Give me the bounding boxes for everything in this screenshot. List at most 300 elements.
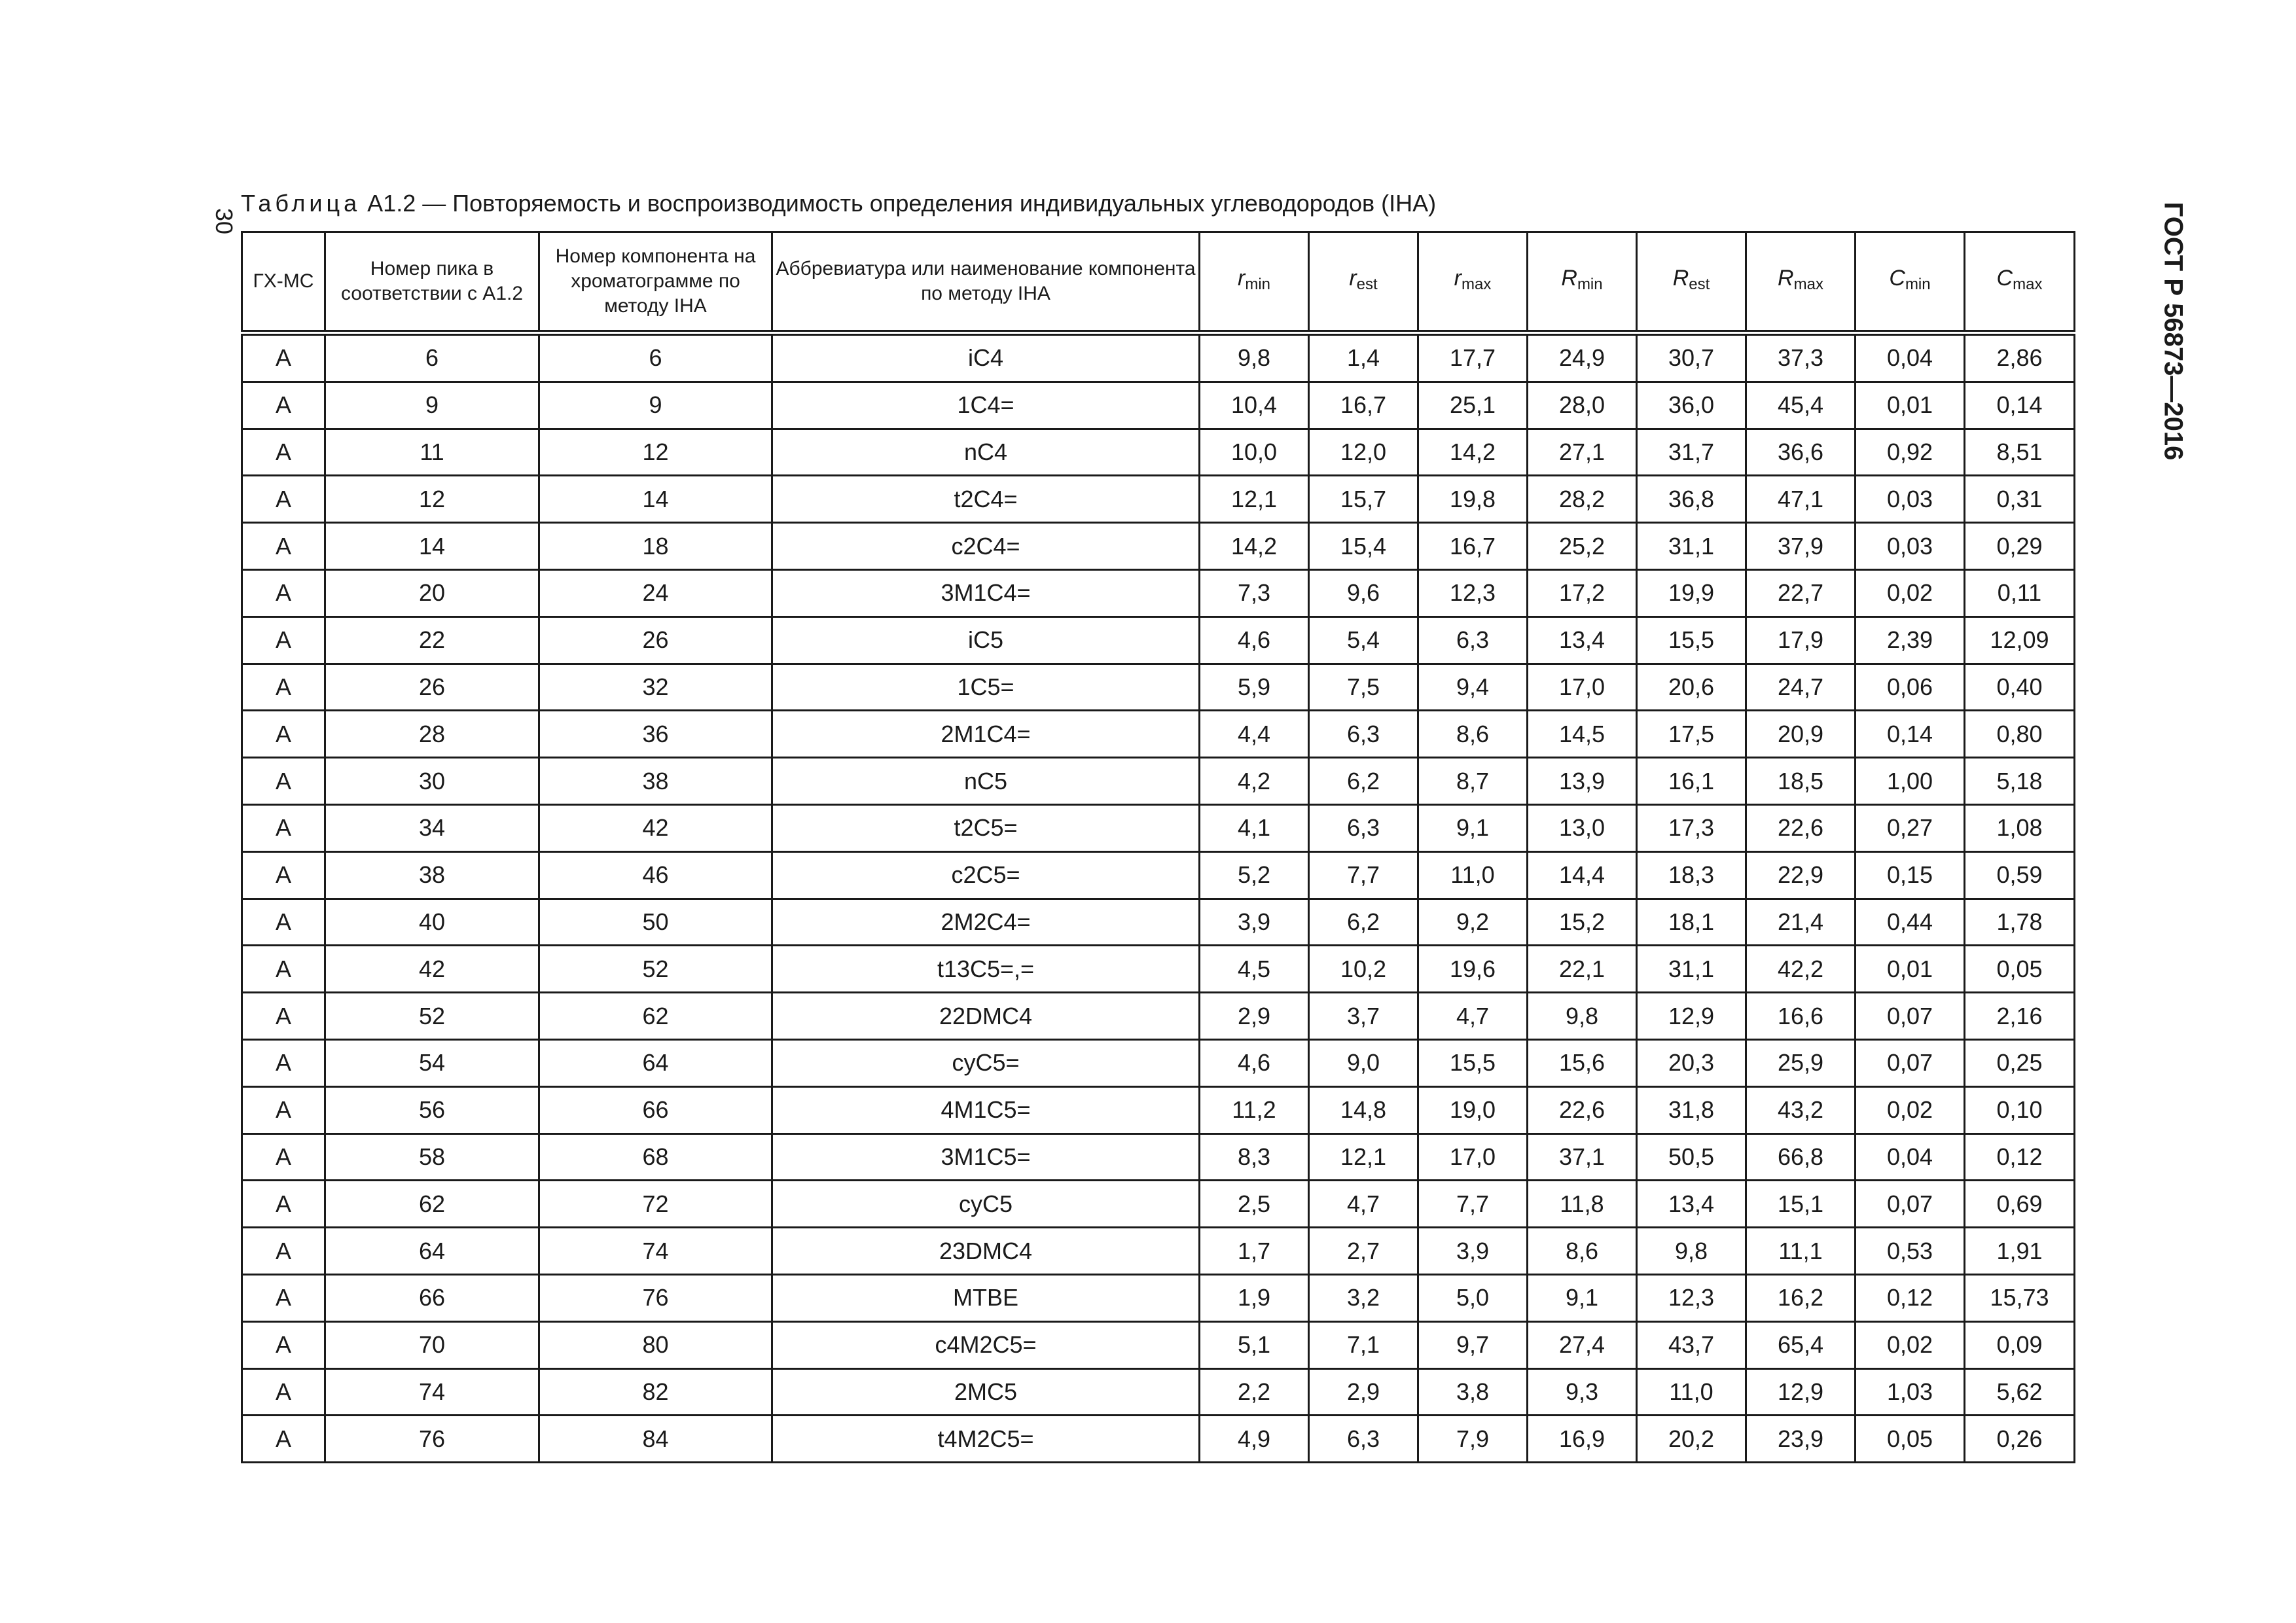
cell-big-r-max: 37,3	[1746, 333, 1856, 382]
cell-c-max: 8,51	[1965, 429, 2075, 476]
header-r-max-subscript: max	[1461, 276, 1492, 293]
cell-big-r-max: 47,1	[1746, 476, 1856, 523]
cell-c-max: 0,09	[1965, 1321, 2075, 1368]
cell-gcms: А	[242, 1133, 325, 1181]
cell-r-est: 7,1	[1309, 1321, 1418, 1368]
cell-peak-number: 62	[325, 1181, 539, 1228]
cell-big-r-est: 20,6	[1637, 664, 1746, 711]
cell-component-number: 52	[539, 946, 772, 993]
table-row	[242, 382, 2075, 429]
cell-r-est: 16,7	[1309, 382, 1418, 429]
cell-big-r-min: 17,2	[1528, 569, 1637, 616]
cell-big-r-est: 17,5	[1637, 711, 1746, 758]
header-c-min	[1856, 232, 1965, 333]
cell-peak-number: 14	[325, 523, 539, 570]
cell-r-min: 11,2	[1200, 1086, 1309, 1133]
header-r-min-subscript: min	[1245, 276, 1270, 293]
cell-abbreviation: 1C5=	[772, 664, 1200, 711]
cell-big-r-min: 17,0	[1528, 664, 1637, 711]
cell-big-r-min: 13,0	[1528, 804, 1637, 851]
cell-component-number: 84	[539, 1416, 772, 1463]
header-r-min	[1200, 232, 1309, 333]
cell-c-max: 0,10	[1965, 1086, 2075, 1133]
cell-r-max: 11,0	[1418, 851, 1528, 899]
cell-peak-number: 52	[325, 993, 539, 1040]
cell-r-est: 10,2	[1309, 946, 1418, 993]
cell-gcms: А	[242, 429, 325, 476]
cell-component-number: 46	[539, 851, 772, 899]
cell-c-min: 0,92	[1856, 429, 1965, 476]
cell-c-max: 1,91	[1965, 1228, 2075, 1275]
cell-abbreviation: cyC5=	[772, 1039, 1200, 1086]
cell-r-min: 4,1	[1200, 804, 1309, 851]
cell-c-max: 5,62	[1965, 1368, 2075, 1416]
cell-r-min: 2,9	[1200, 993, 1309, 1040]
cell-abbreviation: 2M1C4=	[772, 711, 1200, 758]
cell-big-r-est: 11,0	[1637, 1368, 1746, 1416]
table-row	[242, 1274, 2075, 1321]
cell-r-est: 2,7	[1309, 1228, 1418, 1275]
cell-abbreviation: c4M2C5=	[772, 1321, 1200, 1368]
cell-r-min: 4,5	[1200, 946, 1309, 993]
cell-r-max: 9,7	[1418, 1321, 1528, 1368]
table-row	[242, 1368, 2075, 1416]
cell-c-min: 2,39	[1856, 616, 1965, 664]
cell-big-r-max: 42,2	[1746, 946, 1856, 993]
cell-big-r-est: 15,5	[1637, 616, 1746, 664]
cell-abbreviation: 2M2C4=	[772, 899, 1200, 946]
cell-abbreviation: t2C4=	[772, 476, 1200, 523]
cell-big-r-max: 15,1	[1746, 1181, 1856, 1228]
cell-big-r-max: 43,2	[1746, 1086, 1856, 1133]
header-r-max-symbol: r	[1454, 266, 1462, 291]
cell-component-number: 24	[539, 569, 772, 616]
cell-r-est: 3,2	[1309, 1274, 1418, 1321]
cell-r-min: 10,0	[1200, 429, 1309, 476]
table-header-row	[242, 232, 2075, 333]
cell-big-r-max: 20,9	[1746, 711, 1856, 758]
cell-big-r-min: 22,1	[1528, 946, 1637, 993]
cell-abbreviation: c2C4=	[772, 523, 1200, 570]
cell-c-max: 1,08	[1965, 804, 2075, 851]
cell-big-r-max: 25,9	[1746, 1039, 1856, 1086]
cell-r-max: 9,1	[1418, 804, 1528, 851]
cell-gcms: А	[242, 1228, 325, 1275]
cell-gcms: А	[242, 382, 325, 429]
cell-gcms: А	[242, 1039, 325, 1086]
header-c-min-subscript: min	[1905, 276, 1931, 293]
cell-abbreviation: nC5	[772, 758, 1200, 805]
cell-component-number: 62	[539, 993, 772, 1040]
cell-c-min: 0,44	[1856, 899, 1965, 946]
cell-r-max: 7,7	[1418, 1181, 1528, 1228]
cell-c-min: 0,02	[1856, 1321, 1965, 1368]
cell-c-max: 5,18	[1965, 758, 2075, 805]
cell-big-r-est: 31,7	[1637, 429, 1746, 476]
cell-gcms: А	[242, 851, 325, 899]
cell-r-est: 15,7	[1309, 476, 1418, 523]
cell-gcms: А	[242, 1368, 325, 1416]
cell-c-max: 0,05	[1965, 946, 2075, 993]
cell-gcms: А	[242, 569, 325, 616]
cell-r-min: 4,4	[1200, 711, 1309, 758]
cell-big-r-max: 21,4	[1746, 899, 1856, 946]
cell-r-min: 4,2	[1200, 758, 1309, 805]
cell-peak-number: 38	[325, 851, 539, 899]
cell-c-max: 2,16	[1965, 993, 2075, 1040]
cell-gcms: А	[242, 1416, 325, 1463]
cell-r-max: 17,0	[1418, 1133, 1528, 1181]
cell-component-number: 66	[539, 1086, 772, 1133]
cell-abbreviation: t13C5=,=	[772, 946, 1200, 993]
header-big-r-min	[1528, 232, 1637, 333]
cell-r-max: 12,3	[1418, 569, 1528, 616]
cell-r-max: 25,1	[1418, 382, 1528, 429]
cell-r-max: 8,7	[1418, 758, 1528, 805]
cell-peak-number: 6	[325, 333, 539, 382]
cell-r-min: 4,9	[1200, 1416, 1309, 1463]
cell-peak-number: 22	[325, 616, 539, 664]
cell-r-max: 15,5	[1418, 1039, 1528, 1086]
cell-r-est: 1,4	[1309, 333, 1418, 382]
cell-gcms: А	[242, 523, 325, 570]
header-component-number: Номер компонента на хроматограмме по методу IHA	[539, 232, 772, 333]
cell-big-r-max: 45,4	[1746, 382, 1856, 429]
cell-c-min: 1,00	[1856, 758, 1965, 805]
data-table	[241, 231, 2075, 1463]
table-caption-text: А1.2 — Повторяемость и воспроизводимость определения индивидуальных углеводородов (IHA)	[367, 190, 1437, 217]
cell-component-number: 72	[539, 1181, 772, 1228]
header-big-r-max-symbol: R	[1778, 266, 1794, 291]
cell-c-min: 0,01	[1856, 382, 1965, 429]
cell-r-min: 2,5	[1200, 1181, 1309, 1228]
cell-gcms: А	[242, 758, 325, 805]
table-row	[242, 1228, 2075, 1275]
cell-component-number: 18	[539, 523, 772, 570]
cell-big-r-min: 22,6	[1528, 1086, 1637, 1133]
cell-big-r-max: 17,9	[1746, 616, 1856, 664]
cell-r-min: 7,3	[1200, 569, 1309, 616]
cell-big-r-est: 18,3	[1637, 851, 1746, 899]
header-r-est	[1309, 232, 1418, 333]
cell-r-max: 8,6	[1418, 711, 1528, 758]
cell-component-number: 12	[539, 429, 772, 476]
table-row	[242, 333, 2075, 382]
cell-r-min: 2,2	[1200, 1368, 1309, 1416]
cell-c-max: 0,14	[1965, 382, 2075, 429]
cell-r-min: 1,7	[1200, 1228, 1309, 1275]
cell-big-r-est: 30,7	[1637, 333, 1746, 382]
table-row	[242, 851, 2075, 899]
cell-r-min: 9,8	[1200, 333, 1309, 382]
cell-c-min: 0,27	[1856, 804, 1965, 851]
cell-big-r-max: 16,6	[1746, 993, 1856, 1040]
cell-big-r-min: 16,9	[1528, 1416, 1637, 1463]
cell-big-r-max: 22,9	[1746, 851, 1856, 899]
cell-abbreviation: t2C5=	[772, 804, 1200, 851]
cell-r-est: 6,2	[1309, 758, 1418, 805]
cell-r-max: 16,7	[1418, 523, 1528, 570]
cell-r-est: 14,8	[1309, 1086, 1418, 1133]
cell-r-max: 4,7	[1418, 993, 1528, 1040]
cell-c-min: 1,03	[1856, 1368, 1965, 1416]
cell-gcms: А	[242, 993, 325, 1040]
cell-big-r-est: 12,9	[1637, 993, 1746, 1040]
cell-c-max: 0,25	[1965, 1039, 2075, 1086]
table-row	[242, 711, 2075, 758]
cell-r-est: 5,4	[1309, 616, 1418, 664]
cell-r-max: 14,2	[1418, 429, 1528, 476]
cell-big-r-est: 50,5	[1637, 1133, 1746, 1181]
cell-c-max: 0,29	[1965, 523, 2075, 570]
cell-c-min: 0,04	[1856, 1133, 1965, 1181]
cell-c-min: 0,07	[1856, 993, 1965, 1040]
cell-peak-number: 42	[325, 946, 539, 993]
cell-c-max: 0,31	[1965, 476, 2075, 523]
cell-abbreviation: cyC5	[772, 1181, 1200, 1228]
cell-big-r-est: 18,1	[1637, 899, 1746, 946]
cell-r-min: 5,1	[1200, 1321, 1309, 1368]
standard-code-text: ГОСТ Р 56873—2016	[2159, 202, 2188, 461]
cell-big-r-min: 13,9	[1528, 758, 1637, 805]
cell-r-est: 12,1	[1309, 1133, 1418, 1181]
cell-c-max: 0,40	[1965, 664, 2075, 711]
cell-peak-number: 26	[325, 664, 539, 711]
cell-big-r-est: 20,2	[1637, 1416, 1746, 1463]
header-c-max-symbol: C	[1996, 266, 2013, 291]
cell-peak-number: 28	[325, 711, 539, 758]
cell-c-max: 0,59	[1965, 851, 2075, 899]
cell-big-r-min: 24,9	[1528, 333, 1637, 382]
cell-big-r-max: 22,7	[1746, 569, 1856, 616]
cell-big-r-min: 11,8	[1528, 1181, 1637, 1228]
cell-peak-number: 40	[325, 899, 539, 946]
table-caption-label: Таблица	[241, 190, 361, 217]
cell-peak-number: 20	[325, 569, 539, 616]
cell-r-est: 15,4	[1309, 523, 1418, 570]
cell-gcms: А	[242, 1181, 325, 1228]
cell-big-r-est: 9,8	[1637, 1228, 1746, 1275]
cell-c-max: 1,78	[1965, 899, 2075, 946]
table-row	[242, 616, 2075, 664]
cell-r-est: 6,3	[1309, 711, 1418, 758]
cell-r-min: 3,9	[1200, 899, 1309, 946]
cell-c-min: 0,12	[1856, 1274, 1965, 1321]
cell-big-r-max: 11,1	[1746, 1228, 1856, 1275]
cell-component-number: 26	[539, 616, 772, 664]
cell-big-r-min: 15,2	[1528, 899, 1637, 946]
cell-c-min: 0,03	[1856, 523, 1965, 570]
cell-r-min: 14,2	[1200, 523, 1309, 570]
cell-c-min: 0,02	[1856, 1086, 1965, 1133]
cell-c-max: 12,09	[1965, 616, 2075, 664]
cell-r-min: 12,1	[1200, 476, 1309, 523]
table-row	[242, 523, 2075, 570]
table-row	[242, 993, 2075, 1040]
cell-r-min: 4,6	[1200, 616, 1309, 664]
cell-component-number: 14	[539, 476, 772, 523]
cell-c-max: 0,26	[1965, 1416, 2075, 1463]
cell-r-max: 7,9	[1418, 1416, 1528, 1463]
header-big-r-max	[1746, 232, 1856, 333]
cell-r-max: 19,6	[1418, 946, 1528, 993]
table-row	[242, 946, 2075, 993]
header-peak-number: Номер пика в соответствии с А1.2	[325, 232, 539, 333]
cell-r-est: 12,0	[1309, 429, 1418, 476]
cell-peak-number: 11	[325, 429, 539, 476]
cell-big-r-est: 16,1	[1637, 758, 1746, 805]
header-r-est-symbol: r	[1349, 266, 1357, 291]
table-row	[242, 1416, 2075, 1463]
cell-big-r-max: 16,2	[1746, 1274, 1856, 1321]
cell-big-r-min: 14,4	[1528, 851, 1637, 899]
cell-big-r-min: 9,1	[1528, 1274, 1637, 1321]
cell-c-max: 0,12	[1965, 1133, 2075, 1181]
cell-peak-number: 34	[325, 804, 539, 851]
cell-big-r-min: 25,2	[1528, 523, 1637, 570]
cell-r-max: 3,8	[1418, 1368, 1528, 1416]
cell-peak-number: 30	[325, 758, 539, 805]
cell-abbreviation: 23DMC4	[772, 1228, 1200, 1275]
cell-big-r-max: 37,9	[1746, 523, 1856, 570]
cell-gcms: А	[242, 946, 325, 993]
cell-abbreviation: iC5	[772, 616, 1200, 664]
cell-component-number: 74	[539, 1228, 772, 1275]
table-row	[242, 664, 2075, 711]
cell-big-r-max: 12,9	[1746, 1368, 1856, 1416]
cell-component-number: 68	[539, 1133, 772, 1181]
table-row	[242, 1321, 2075, 1368]
cell-c-min: 0,14	[1856, 711, 1965, 758]
cell-abbreviation: c2C5=	[772, 851, 1200, 899]
cell-component-number: 64	[539, 1039, 772, 1086]
cell-big-r-est: 31,1	[1637, 523, 1746, 570]
cell-gcms: А	[242, 1086, 325, 1133]
cell-big-r-min: 9,3	[1528, 1368, 1637, 1416]
cell-big-r-min: 15,6	[1528, 1039, 1637, 1086]
cell-component-number: 32	[539, 664, 772, 711]
cell-peak-number: 12	[325, 476, 539, 523]
header-big-r-min-symbol: R	[1561, 266, 1577, 291]
cell-big-r-est: 17,3	[1637, 804, 1746, 851]
cell-r-est: 4,7	[1309, 1181, 1418, 1228]
table-row	[242, 804, 2075, 851]
cell-r-est: 3,7	[1309, 993, 1418, 1040]
header-big-r-min-subscript: min	[1577, 276, 1603, 293]
cell-component-number: 50	[539, 899, 772, 946]
cell-c-max: 15,73	[1965, 1274, 2075, 1321]
cell-r-max: 3,9	[1418, 1228, 1528, 1275]
cell-r-est: 6,3	[1309, 804, 1418, 851]
cell-big-r-max: 65,4	[1746, 1321, 1856, 1368]
cell-c-min: 0,03	[1856, 476, 1965, 523]
cell-r-min: 5,9	[1200, 664, 1309, 711]
cell-gcms: А	[242, 899, 325, 946]
cell-r-max: 5,0	[1418, 1274, 1528, 1321]
cell-component-number: 80	[539, 1321, 772, 1368]
cell-big-r-est: 36,8	[1637, 476, 1746, 523]
table-caption	[241, 190, 1436, 217]
cell-c-max: 0,11	[1965, 569, 2075, 616]
cell-r-min: 1,9	[1200, 1274, 1309, 1321]
table-row	[242, 899, 2075, 946]
page-number: 30	[211, 208, 238, 235]
cell-gcms: А	[242, 1274, 325, 1321]
cell-big-r-min: 27,1	[1528, 429, 1637, 476]
cell-peak-number: 54	[325, 1039, 539, 1086]
cell-peak-number: 76	[325, 1416, 539, 1463]
cell-big-r-max: 18,5	[1746, 758, 1856, 805]
table-row	[242, 758, 2075, 805]
table-row	[242, 1039, 2075, 1086]
header-r-est-subscript: est	[1356, 276, 1378, 293]
cell-c-min: 0,05	[1856, 1416, 1965, 1463]
cell-c-min: 0,07	[1856, 1039, 1965, 1086]
header-r-max	[1418, 232, 1528, 333]
cell-c-min: 0,15	[1856, 851, 1965, 899]
cell-r-est: 9,6	[1309, 569, 1418, 616]
cell-peak-number: 66	[325, 1274, 539, 1321]
cell-peak-number: 58	[325, 1133, 539, 1181]
cell-component-number: 6	[539, 333, 772, 382]
cell-abbreviation: MTBE	[772, 1274, 1200, 1321]
header-big-r-max-subscript: max	[1793, 276, 1823, 293]
cell-r-min: 8,3	[1200, 1133, 1309, 1181]
cell-gcms: А	[242, 476, 325, 523]
cell-gcms: А	[242, 616, 325, 664]
cell-c-max: 2,86	[1965, 333, 2075, 382]
cell-r-est: 7,7	[1309, 851, 1418, 899]
header-gcms: ГХ-МС	[242, 232, 325, 333]
cell-big-r-min: 13,4	[1528, 616, 1637, 664]
table-row	[242, 476, 2075, 523]
cell-big-r-max: 66,8	[1746, 1133, 1856, 1181]
table-row	[242, 429, 2075, 476]
cell-c-max: 0,80	[1965, 711, 2075, 758]
header-big-r-est-symbol: R	[1672, 266, 1689, 291]
cell-abbreviation: 4M1C5=	[772, 1086, 1200, 1133]
cell-peak-number: 9	[325, 382, 539, 429]
cell-c-min: 0,53	[1856, 1228, 1965, 1275]
cell-r-min: 4,6	[1200, 1039, 1309, 1086]
header-abbreviation: Аббревиатура или наименование компонента по методу IHA	[772, 232, 1200, 333]
cell-c-min: 0,06	[1856, 664, 1965, 711]
cell-peak-number: 56	[325, 1086, 539, 1133]
cell-r-max: 6,3	[1418, 616, 1528, 664]
cell-big-r-max: 24,7	[1746, 664, 1856, 711]
cell-gcms: А	[242, 333, 325, 382]
cell-abbreviation: iC4	[772, 333, 1200, 382]
header-c-min-symbol: C	[1889, 266, 1905, 291]
cell-peak-number: 74	[325, 1368, 539, 1416]
cell-abbreviation: 3M1C5=	[772, 1133, 1200, 1181]
table-row	[242, 569, 2075, 616]
cell-big-r-est: 31,1	[1637, 946, 1746, 993]
cell-r-est: 2,9	[1309, 1368, 1418, 1416]
cell-gcms: А	[242, 804, 325, 851]
cell-peak-number: 64	[325, 1228, 539, 1275]
cell-abbreviation: 2MC5	[772, 1368, 1200, 1416]
cell-big-r-est: 20,3	[1637, 1039, 1746, 1086]
cell-big-r-min: 9,8	[1528, 993, 1637, 1040]
cell-component-number: 76	[539, 1274, 772, 1321]
cell-big-r-max: 23,9	[1746, 1416, 1856, 1463]
cell-big-r-est: 13,4	[1637, 1181, 1746, 1228]
cell-c-min: 0,04	[1856, 333, 1965, 382]
cell-r-max: 9,2	[1418, 899, 1528, 946]
cell-peak-number: 70	[325, 1321, 539, 1368]
cell-c-min: 0,02	[1856, 569, 1965, 616]
